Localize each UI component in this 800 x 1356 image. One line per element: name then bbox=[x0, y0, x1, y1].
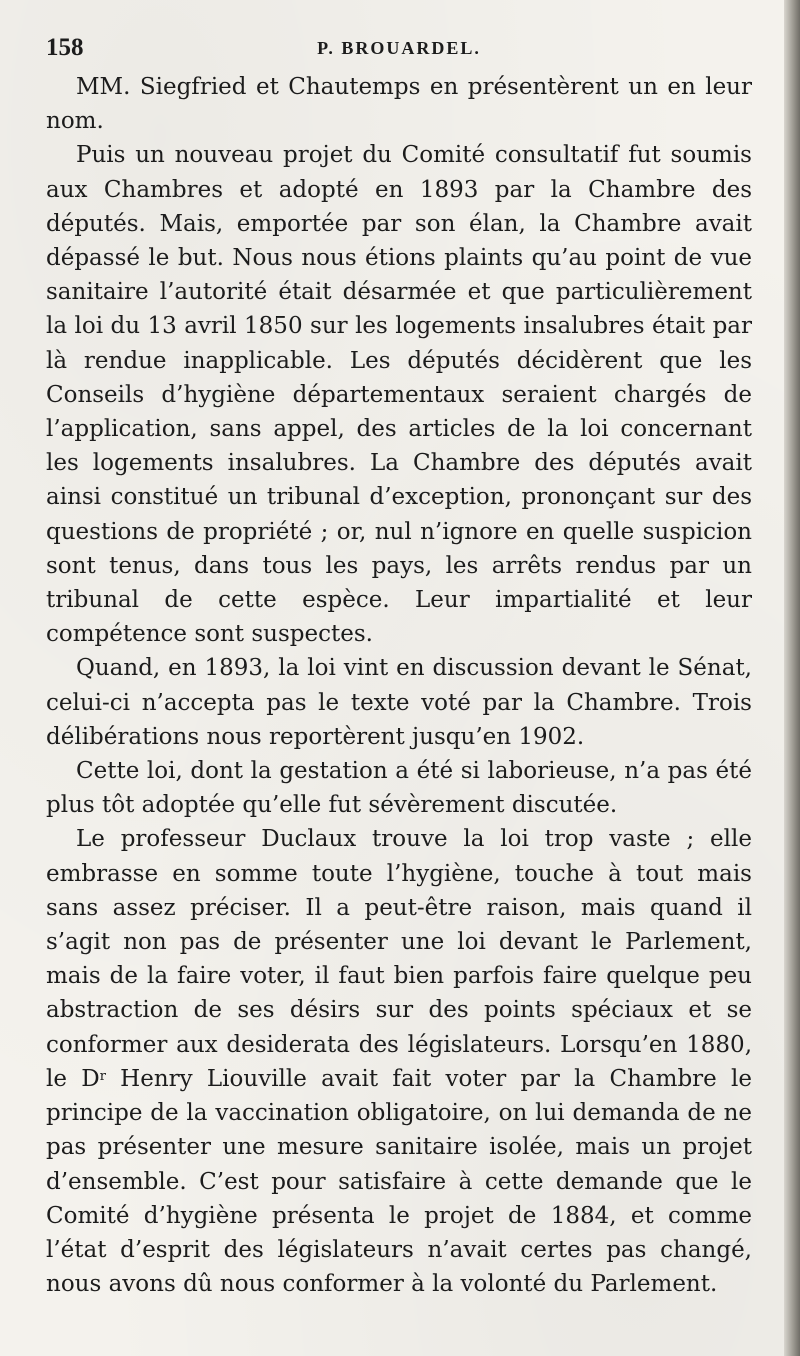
paragraph: Cette loi, dont la gestation a été si laborieuse, n’a pas été plus tôt adoptée qu’elle fut sévèrement discutée. bbox=[46, 758, 752, 819]
running-title: P. BROUARDEL. bbox=[317, 38, 481, 58]
paragraph bbox=[46, 822, 752, 1301]
body-text bbox=[46, 70, 752, 1301]
paragraph: Quand, en 1893, la loi vint en discussion devant le Sénat, celui-ci n’accepta pas le texte voté par la Chambre. Trois délibérations nous reportèrent jusqu’en 1902. bbox=[46, 655, 752, 750]
paragraph: MM. Siegfried et Chautemps en présentèrent un en leur nom. bbox=[46, 74, 752, 135]
page-number: 158 bbox=[46, 34, 84, 61]
superscript: r bbox=[99, 1068, 106, 1084]
running-head bbox=[46, 30, 752, 66]
paragraph-text: Henry Liouville avait fait voter par la Chambre le principe de la vaccination obligatoire, on lui demanda de ne pas présenter une mesure sanitaire isolée, mais un projet d’ensemble. C’est pour satisfaire à cette demande que le Comité d’hygiène présenta le projet de 1884, et comme l’état d’esprit des législateurs n’avait certes pas changé, nous avons dû nous conformer à la volonté du Parlement. bbox=[46, 1065, 753, 1298]
paragraph: Puis un nouveau projet du Comité consultatif fut soumis aux Chambres et adopté en 1893 par la Chambre des députés. Mais, emportée par son élan, la Chambre avait dépassé le but. Nous nous étions plaints qu’au point de vue sanitaire l’autorité était désarmée et que particulièrement la loi du 13 avril 1850 sur les logements insalubres était par là rendue inapplicable. Les députés décidèrent que les Conseils d’hygiène départementaux seraient chargés de l’application, sans appel, des articles de la loi concernant les logements insalubres. La Chambre des députés avait ainsi constitué un tribunal d’exception, prononçant sur des questions de propriété ; or, nul n’ignore en quelle suspicion sont tenus, dans tous les pays, les arrêts rendus par un tribunal de cette espèce. Leur impartialité et leur compétence sont suspectes. bbox=[46, 142, 752, 648]
page-edge-shadow bbox=[784, 0, 800, 1356]
paragraph-text: Le professeur Duclaux trouve la loi trop vaste ; elle embrasse en somme toute l’hygiène, touche à tout mais sans assez préciser. Il a peut-être raison, mais quand il s’agit non pas de présenter une loi devant le Parlement, mais de la faire voter, il faut bien parfois faire quelque peu abstraction de ses désirs sur des points spéciaux et se conformer aux desiderata des législateurs. Lorsqu’en 1880, le D bbox=[46, 826, 752, 1092]
